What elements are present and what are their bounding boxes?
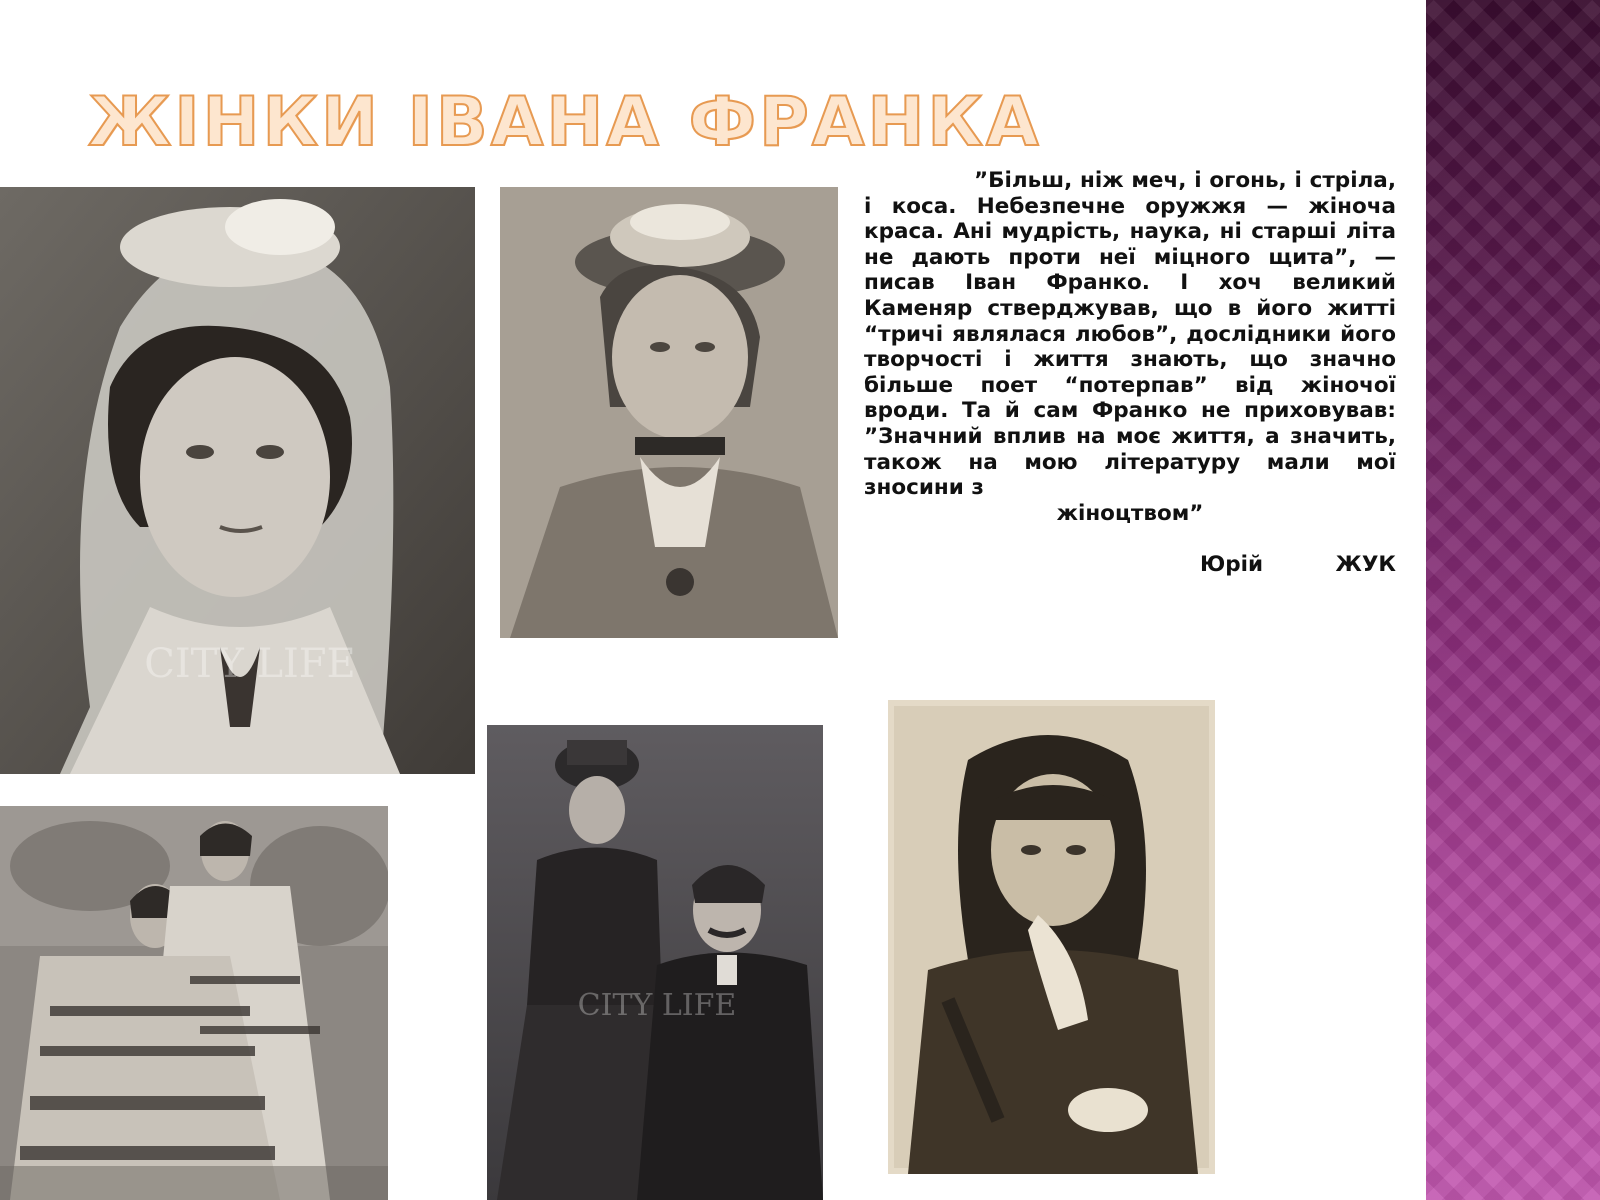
quote-text-block bbox=[864, 168, 1396, 526]
author-first-name: Юрій bbox=[1200, 552, 1264, 577]
portrait-two-women-embroidered-dress-icon bbox=[0, 806, 388, 1200]
portrait-woman-veil-hat-icon bbox=[0, 187, 475, 774]
photo-couple bbox=[487, 725, 823, 1200]
photo-young-woman-hand-chin bbox=[888, 700, 1215, 1174]
photo-two-women-embroidered bbox=[0, 806, 388, 1200]
portrait-couple-woman-standing-man-seated-icon bbox=[487, 725, 823, 1200]
quote-author bbox=[1200, 552, 1396, 577]
side-decorative-panel bbox=[1426, 0, 1600, 1200]
slide-title: ЖІНКИ ІВАНА ФРАНКА bbox=[88, 83, 1042, 162]
author-last-name: ЖУК bbox=[1335, 552, 1396, 577]
photo-woman-veil-hat bbox=[0, 187, 475, 774]
portrait-young-woman-hand-on-chin-icon bbox=[888, 700, 1215, 1174]
watermark-text-2: CITY LIFE bbox=[577, 988, 737, 1023]
photo-woman-flower-hat bbox=[500, 187, 838, 638]
quote-last-line: жіноцтвом” bbox=[1056, 500, 1204, 526]
quote-body: ”Більш, ніж меч, і огонь, і стріла, і коса. Небезпечне оружжя — жіноча краса. Ані мудрість, наука, ні старші літа не дають проти неї міцного щита”, — писав Іван Франко. І хоч великий Каменяр стверджував, що в його житті “тричі являлася любов”, дослідники його творчості і життя знають, що значно більше поет “потерпав” від жіночої вроди. Та й сам Франко не приховував: ”Значний вплив на моє життя, а значить, також на мою літературу мали мої зносини з bbox=[864, 168, 1396, 501]
watermark-text: CITY LIFE bbox=[144, 641, 356, 687]
portrait-woman-flower-hat-icon bbox=[500, 187, 838, 638]
